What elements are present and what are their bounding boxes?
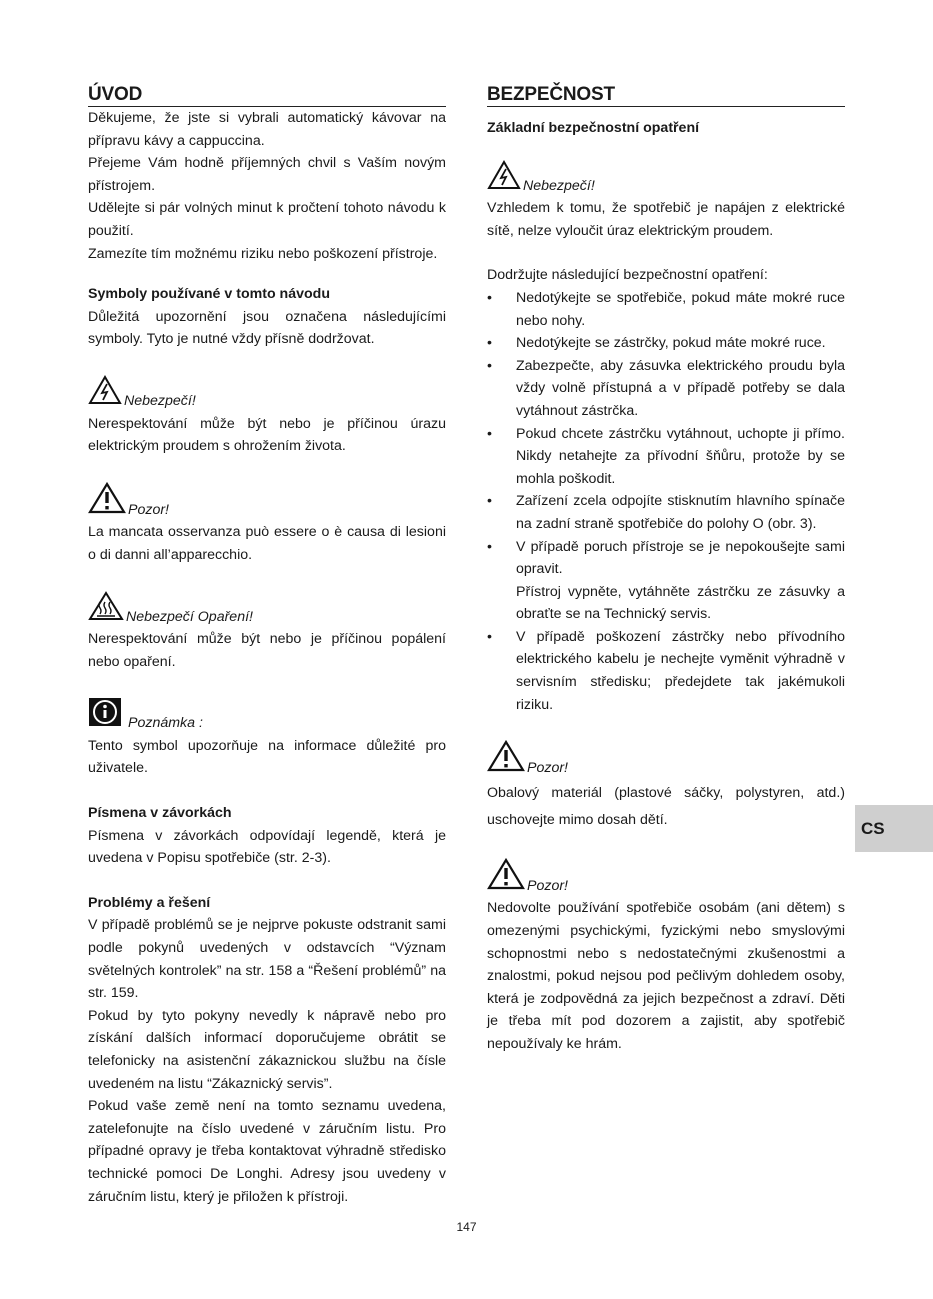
right-danger-text: Vzhledem k tomu, že spotřebič je napájen z elektrické sítě, nelze vyloučit úraz elektrickým proudem. bbox=[487, 200, 845, 239]
problems-title: Problémy a řešení bbox=[88, 894, 211, 911]
list-item-extra: Přístroj vypněte, vytáhněte zástrčku ze zásuvky a obraťte se na Technický servis. bbox=[516, 583, 845, 623]
language-tab-label: CS bbox=[861, 818, 885, 838]
intro-p3: Udělejte si pár volných minut k pročtení tohoto návodu k použití. bbox=[88, 200, 446, 239]
list-item: • V případě poškození zástrčky nebo přívodního elektrického kabelu je nechejte vyměnit výhradně v servisním středisku; předejdete tak jakémukoli riziku. bbox=[487, 626, 845, 716]
letters-title: Písmena v závorkách bbox=[88, 805, 232, 822]
electric-danger-icon bbox=[88, 375, 122, 413]
note-text: Tento symbol upozorňuje na informace důležité pro uživatele. bbox=[88, 737, 446, 777]
basic-safety-title: Základní bezpečnostní opatření bbox=[487, 120, 700, 136]
right-caution-label-1: Pozor! bbox=[527, 760, 569, 777]
list-item-text: V případě poruch přístroje se je nepokoušejte sami opravit. bbox=[516, 538, 845, 578]
right-caution-warning-1 bbox=[487, 740, 845, 780]
hot-surface-icon bbox=[88, 591, 124, 629]
right-caution-label-2: Pozor! bbox=[527, 877, 569, 894]
list-item: • Zabezpečte, aby zásuvka elektrického proudu byla vždy volně přístupná a v případě potřeby se dala vytáhnout zástrčka. bbox=[487, 355, 845, 423]
bezpecnost-heading: BEZPEČNOST bbox=[487, 84, 845, 107]
caution-text: La mancata osservanza può essere o è causa di lesioni o di danni all’apparecchio. bbox=[88, 524, 446, 563]
note-block bbox=[88, 697, 446, 735]
burn-text: Nerespektování může být nebo je příčinou popálení nebo opaření. bbox=[88, 631, 446, 670]
right-caution-warning-2 bbox=[487, 858, 845, 898]
language-tab bbox=[855, 805, 933, 852]
danger-warning bbox=[88, 375, 446, 413]
right-column bbox=[487, 84, 845, 1056]
right-caution-text-2: Nedovolte používání spotřebiče osobám (ani dětem) s omezenými psychickými, fyzickými nebo smyslovými schopnostmi nebo s nedostatečnými zkušenostmi a znalostmi, pokud nejsou pod pečlivým dohledem osoby, která je zodpovědná za jejich bezpečnost a zdraví. Děti je třeba mít pod dozorem a zajistit, aby spotřebič nepoužívaly ke hrám. bbox=[487, 900, 845, 1052]
problems-p3: Pokud vaše země není na tomto seznamu uvedena, zatelefonujte na číslo uvedené v záručním listu. Pro případné opravy je třeba kontaktovat výhradně středisko technické pomoci De Longhi. Adresy jsou uvedeny v záručním listu, který je přiložen k přístroji. bbox=[88, 1098, 446, 1205]
info-icon bbox=[88, 697, 122, 735]
intro-p4: Zamezíte tím možnému riziku nebo poškození přístroje. bbox=[88, 245, 438, 262]
left-column bbox=[88, 84, 446, 1208]
list-item bbox=[487, 536, 845, 626]
problems-p1: V případě problémů se je nejprve pokuste odstranit sami podle pokynů uvedených v odstavcích “Význam světelných kontrolek” na str. 158 a “Řešení problémů” na str. 159. bbox=[88, 917, 446, 1002]
safety-list bbox=[487, 287, 845, 716]
symbols-text: Důležitá upozornění jsou označena následujícími symboly. Tyto je nutné vždy přísně dodržovat. bbox=[88, 308, 446, 348]
letters-text: Písmena v závorkách odpovídají legendě, která je uvedena v Popisu spotřebiče (str. 2-3). bbox=[88, 827, 446, 867]
list-item: • Pokud chcete zástrčku vytáhnout, uchopte ji přímo. Nikdy netahejte za přívodní šňůru, protože by se mohla poškodit. bbox=[487, 423, 845, 491]
list-item: • Zařízení zcela odpojíte stisknutím hlavního spínače na zadní straně spotřebiče do polohy O (obr. 3). bbox=[487, 490, 845, 535]
caution-icon bbox=[88, 482, 126, 522]
caution-warning bbox=[88, 482, 446, 522]
page-number: 147 bbox=[456, 1220, 477, 1234]
right-danger-label: Nebezpečí! bbox=[523, 177, 595, 194]
uvod-heading: ÚVOD bbox=[88, 84, 446, 107]
intro-p2: Přejeme Vám hodně příjemných chvil s Vaším novým přístrojem. bbox=[88, 155, 446, 194]
burn-warning bbox=[88, 591, 446, 629]
electric-danger-icon bbox=[487, 160, 521, 198]
danger-text: Nerespektování může být nebo je příčinou úrazu elektrickým proudem s ohrožením života. bbox=[88, 415, 446, 455]
symbols-title: Symboly používané v tomto návodu bbox=[88, 286, 331, 303]
follow-text: Dodržujte následující bezpečnostní opatření: bbox=[487, 267, 768, 284]
danger-label: Nebezpečí! bbox=[124, 392, 196, 409]
caution-icon bbox=[487, 740, 525, 780]
intro-p1: Děkujeme, že jste si vybrali automatický kávovar na přípravu kávy a cappuccina. bbox=[88, 110, 446, 149]
caution-icon bbox=[487, 858, 525, 898]
list-item: • Nedotýkejte se spotřebiče, pokud máte mokré ruce nebo nohy. bbox=[487, 287, 845, 332]
problems-p2: Pokud by tyto pokyny nevedly k nápravě nebo pro získání dalších informací doporučujeme obrátit se telefonicky na asistenční zákaznickou službu na čísle uvedeném na listu “Zákaznický servis”. bbox=[88, 1007, 446, 1092]
list-item: • Nedotýkejte se zástrčky, pokud máte mokré ruce. bbox=[487, 332, 845, 355]
caution-label: Pozor! bbox=[128, 501, 170, 518]
right-caution-text-1: Obalový materiál (plastové sáčky, polystyren, atd.) uschovejte mimo dosah dětí. bbox=[487, 784, 845, 828]
note-label: Poznámka : bbox=[128, 715, 203, 732]
burn-label: Nebezpečí Opaření! bbox=[126, 608, 253, 625]
right-danger-warning bbox=[487, 160, 845, 198]
